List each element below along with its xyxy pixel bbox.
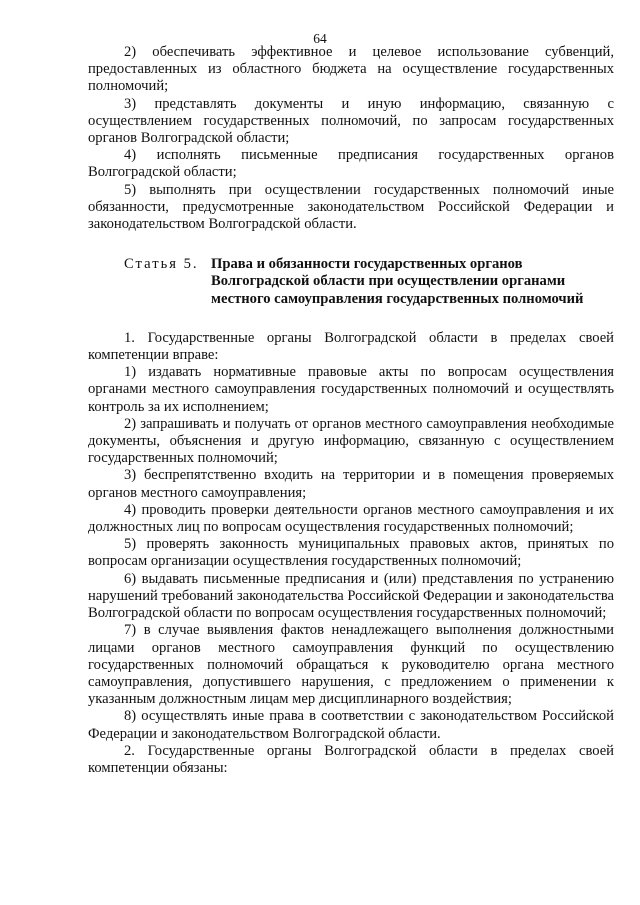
article-heading <box>88 256 614 308</box>
paragraph: 2. Государственные органы Волгоградской области в пределах своей компетенции обязаны: <box>88 742 614 776</box>
paragraph: 2) обеспечивать эффективное и целевое использование субвенций, предоставленных из областного бюджета на осуществление государственных полномочий; <box>88 44 614 95</box>
paragraph: 4) проводить проверки деятельности органов местного самоуправления и их должностных лиц по вопросам осуществления государственных полномочий; <box>88 501 614 536</box>
paragraph: 5) проверять законность муниципальных правовых актов, принятых по вопросам организации осуществления государственных полномочий; <box>88 536 614 570</box>
paragraph: 5) выполнять при осуществлении государственных полномочий иные обязанности, предусмотренные законодательством Российской Федерации и законодательством Волгоградской области. <box>88 181 614 233</box>
document-body <box>88 44 614 777</box>
paragraph: 6) выдавать письменные предписания и (или) представления по устранению нарушений требований законодательства Российской Федерации и законодательства Волгоградской области по вопросам осуществления государственных полномочий; <box>88 570 614 622</box>
paragraph: 1) издавать нормативные правовые акты по вопросам осуществления органами местного самоуправления государственных полномочий и осуществлять контроль за их исполнением; <box>88 364 614 415</box>
article-title: Права и обязанности государственных органов Волгоградской области при осуществлении органами местного самоуправления государственных полномочий <box>211 256 584 307</box>
paragraph: 1. Государственные органы Волгоградской области в пределах своей компетенции вправе: <box>88 329 614 364</box>
paragraph: 8) осуществлять иные права в соответствии с законодательством Российской Федерации и законодательством Волгоградской области. <box>88 708 614 742</box>
page-number: 64 <box>313 31 327 46</box>
paragraph: 3) представлять документы и иную информацию, связанную с осуществлением государственных полномочий, по запросам государственных органов Волгоградской области; <box>88 95 614 147</box>
paragraph: 3) беспрепятственно входить на территории и в помещения проверяемых органов местного самоуправления; <box>88 467 614 501</box>
paragraph: 7) в случае выявления фактов ненадлежащего выполнения должностными лицами органов местного самоуправления функций по осуществлению государственных полномочий обращаться к руководителю органа местного самоуправления, допустившего нарушения, с предложением о применении к указанным должностным лицам мер дисциплинарного воздействия; <box>88 622 614 708</box>
paragraph: 4) исполнять письменные предписания государственных органов Волгоградской области; <box>88 147 614 181</box>
paragraph: 2) запрашивать и получать от органов местного самоуправления необходимые документы, объяснения и другую информацию, связанную с осуществлением государственных полномочий; <box>88 415 614 467</box>
article-label: Статья 5. <box>124 256 199 273</box>
